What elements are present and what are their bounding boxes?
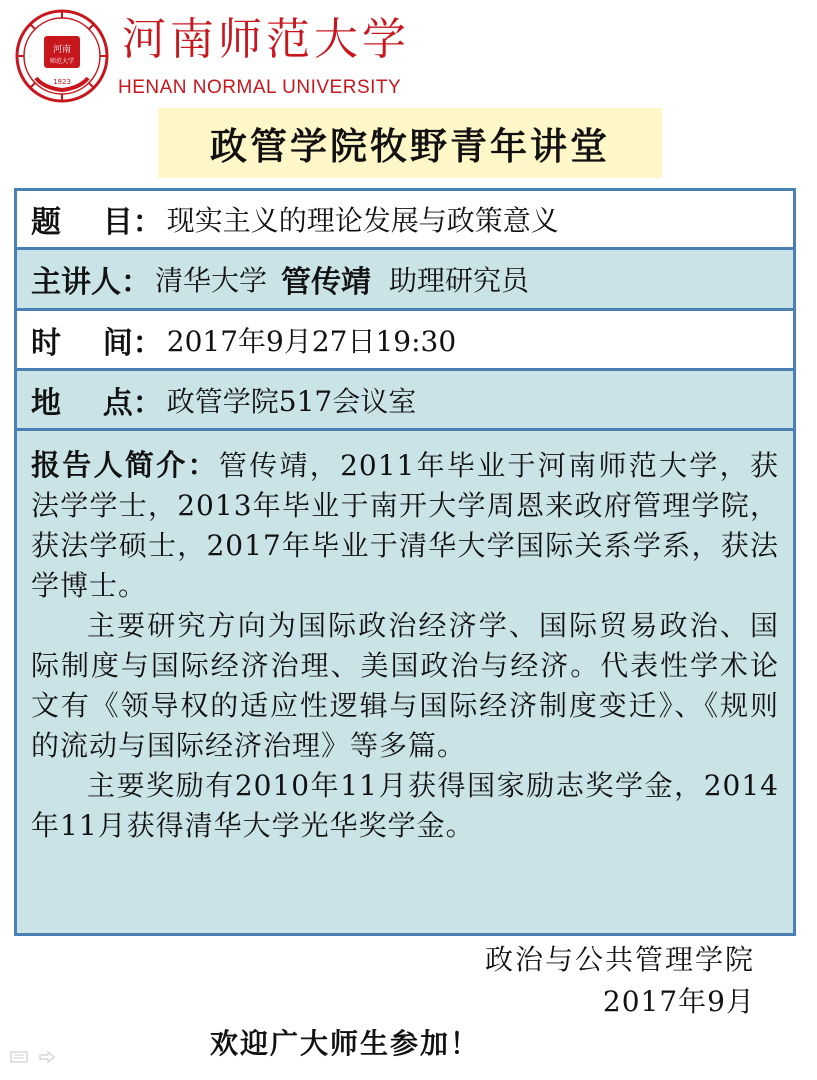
speaker-row — [17, 250, 793, 311]
bio-label: 报告人简介： — [31, 448, 219, 482]
speaker-position: 助理研究员 — [389, 264, 530, 297]
event-info-box — [14, 188, 796, 936]
venue-row — [17, 371, 793, 431]
speaker-label: 主讲人： — [31, 265, 151, 300]
lecture-series-title: 政管学院牧野青年讲堂 — [158, 108, 662, 178]
time-value: 2017年9月27日19:30 — [166, 324, 457, 358]
speaker-name: 管传靖 — [281, 265, 372, 300]
welcome-message: 欢迎广大师生参加！ — [210, 1027, 481, 1060]
topic-value: 现实主义的理论发展与政策意义 — [166, 204, 559, 237]
venue-label: 地 点： — [31, 385, 163, 421]
topic-row — [17, 191, 793, 250]
svg-text:1923: 1923 — [53, 78, 71, 86]
time-row — [17, 311, 793, 371]
bio-paragraph-2: 主要研究方向为国际政治经济学、国际贸易政治、国际制度与国际经济治理、美国政治与经济。代表性学术论文有《领导权的适应性逻辑与国际经济制度变迁》、《规则的流动与国际经济治理》等多篇。 — [31, 609, 779, 762]
svg-text:师范大学: 师范大学 — [49, 58, 75, 65]
university-name-cn: 河南师范大学 — [122, 14, 410, 65]
slide-menu-icon[interactable] — [10, 1050, 28, 1064]
bio-text-1: 管传靖，2011年毕业于河南师范大学，获法学学士，2013年毕业于南开大学周恩来政府管理学院，获法学硕士，2017年毕业于清华大学国际关系学系，获法学博士。 — [31, 449, 779, 602]
bio-paragraph-3: 主要奖励有2010年11月获得国家励志奖学金，2014年11月获得清华大学光华奖学金。 — [31, 769, 779, 842]
university-logo — [14, 8, 414, 104]
university-name-en: HENAN NORMAL UNIVERSITY — [118, 77, 402, 98]
speaker-affiliation: 清华大学 — [155, 264, 268, 297]
venue-value: 政管学院517会议室 — [166, 384, 417, 418]
time-label: 时 间： — [31, 325, 163, 361]
next-arrow-icon[interactable] — [38, 1050, 56, 1064]
bio-paragraph-1 — [31, 445, 779, 606]
organizer-name: 政治与公共管理学院 — [484, 943, 755, 976]
speaker-bio — [17, 431, 793, 933]
university-seal-logo — [14, 8, 110, 104]
svg-text:河南: 河南 — [52, 45, 72, 55]
topic-label: 题 目： — [31, 205, 163, 240]
publish-date: 2017年9月 — [602, 985, 755, 1018]
